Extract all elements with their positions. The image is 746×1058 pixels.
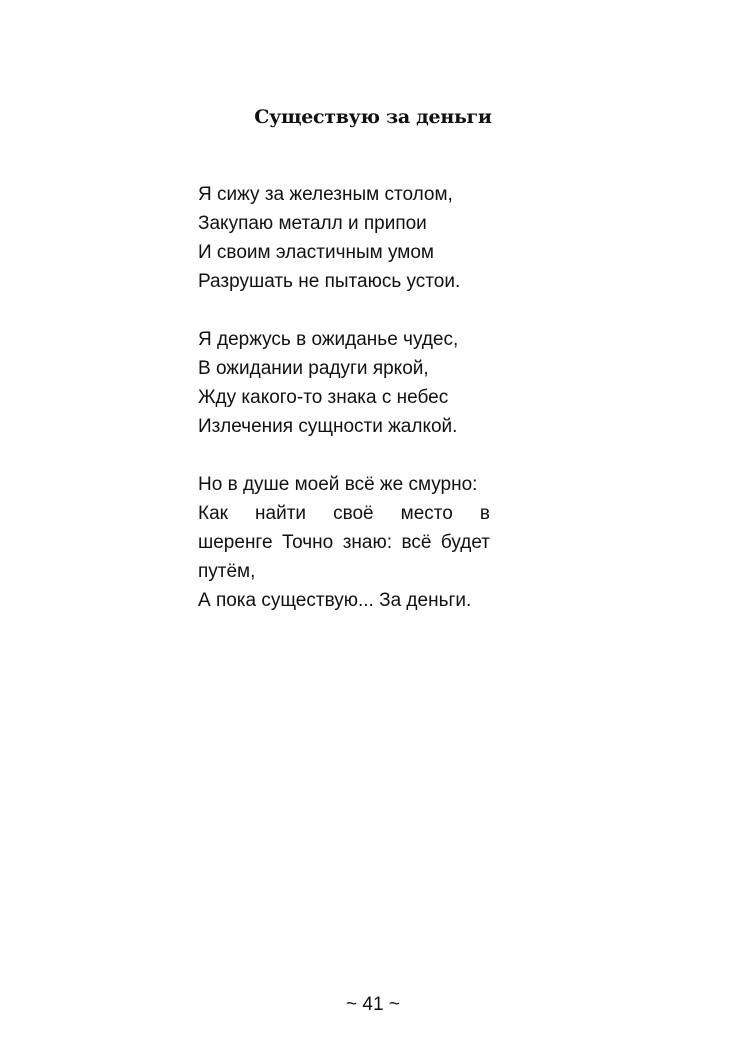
poem-line: Я держусь в ожиданье чудес, <box>198 329 459 350</box>
poem-line: Излечения сущности жалкой. <box>198 416 458 437</box>
poem-line: Но в душе моей всё же смурно: <box>198 474 478 495</box>
poem-line: шеренге Точно знаю: всё будет <box>198 532 490 553</box>
stanza-1 <box>198 180 490 296</box>
poem-line: Разрушать не пытаюсь устои. <box>198 271 461 292</box>
stanza-3 <box>198 470 490 615</box>
poem-line: путём, <box>198 561 256 582</box>
poem-body <box>198 180 490 644</box>
poem-line: А пока существую... За деньги. <box>198 590 472 611</box>
poem-line: И своим эластичным умом <box>198 242 434 263</box>
poem-line: Закупаю металл и припои <box>198 213 427 234</box>
stanza-2 <box>198 325 490 441</box>
poem-line: В ожидании радуги яркой, <box>198 358 429 379</box>
page-number: ~ 41 ~ <box>346 994 400 1015</box>
poem-line: Жду какого-то знака с небес <box>198 387 449 408</box>
poem-title: Существую за деньги <box>254 106 492 128</box>
poem-line: Я сижу за железным столом, <box>198 184 453 205</box>
poem-line: Как найти своё место в <box>198 503 490 524</box>
